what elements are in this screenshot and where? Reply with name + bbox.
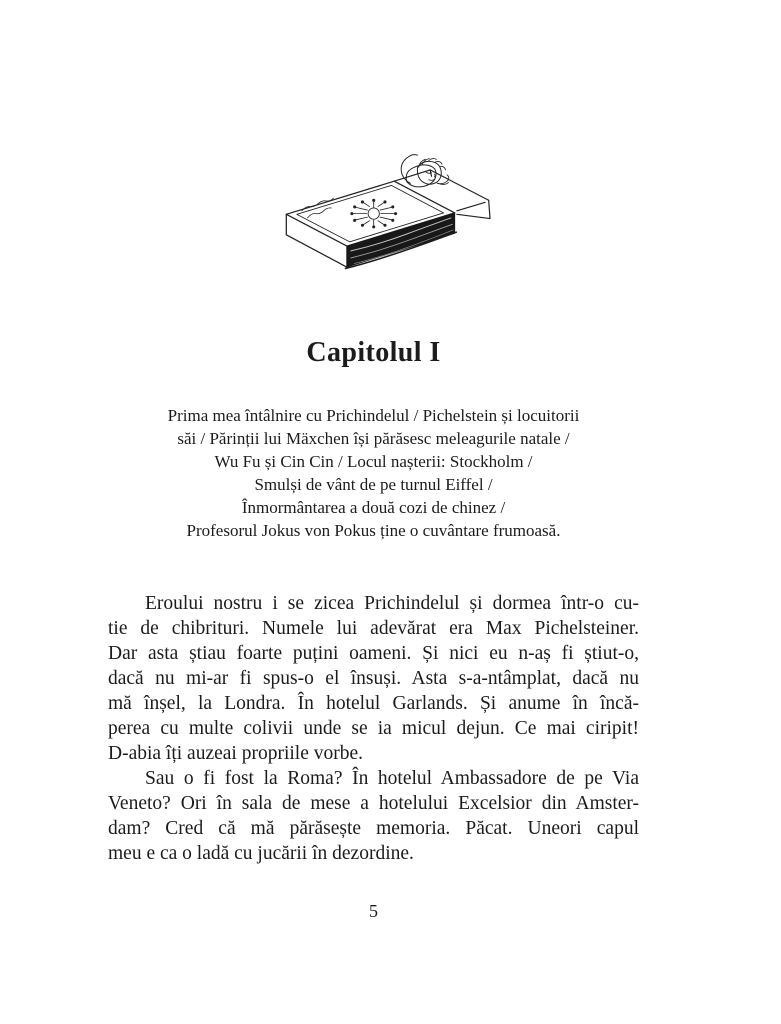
summary-line: săi / Părinții lui Mäxchen își părăsesc meleagurile natale / (177, 429, 570, 448)
sleeping-child (401, 155, 449, 185)
body-line: dam? Cred că mă părăsește memoria. Păcat. Uneori capul (108, 818, 639, 839)
striking-side (344, 213, 456, 269)
page-number: 5 (369, 901, 378, 921)
body-line: mă înșel, la Londra. În hotelul Garlands. Și anume în încă- (108, 693, 639, 714)
chapter-summary (108, 404, 639, 542)
body-text (108, 591, 639, 866)
body-line: meu e ca o ladă cu jucării în dezordine. (108, 843, 414, 864)
body-line: Veneto? Ori în sala de mese a hotelului Excelsior din Amster- (108, 793, 639, 814)
body-line: tie de chibrituri. Numele lui adevărat era Max Pichelsteiner. (108, 618, 639, 639)
summary-line: Profesorul Jokus von Pokus ține o cuvântare frumoasă. (186, 521, 561, 540)
body-line: Sau o fi fost la Roma? În hotelul Ambassadore de pe Via (145, 768, 639, 789)
text-block (108, 336, 639, 866)
summary-line: Wu Fu și Cin Cin / Locul nașterii: Stockholm / (214, 452, 533, 471)
summary-line: Prima mea întâlnire cu Prichindelul / Pichelstein și locuitorii (167, 406, 580, 425)
illustration-container (0, 0, 781, 287)
summary-line: Înmormântarea a două cozi de chinez / (241, 498, 506, 517)
paragraph (108, 766, 639, 866)
body-line: Eroului nostru i se zicea Prichindelul și dormea într-o cu- (145, 593, 639, 614)
summary-line: Smulși de vânt de pe turnul Eiffel / (254, 475, 493, 494)
body-line: perea cu multe colivii unde se ia micul dejun. Ce mai ciripit! (108, 718, 639, 739)
body-line: dacă nu mi-ar fi spus-o el însuși. Asta s-a-ntâmplat, dacă nu (108, 668, 639, 689)
sunburst-label (350, 199, 396, 228)
body-line: Dar asta știau foarte puțini oameni. Și nici eu n-aș fi știut-o, (108, 643, 639, 664)
chapter-title: Capitolul I (306, 337, 441, 368)
paragraph (108, 591, 639, 766)
body-line: D-abia îți auzeai propriile vorbe. (108, 743, 364, 764)
matchbox-illustration (279, 141, 491, 282)
